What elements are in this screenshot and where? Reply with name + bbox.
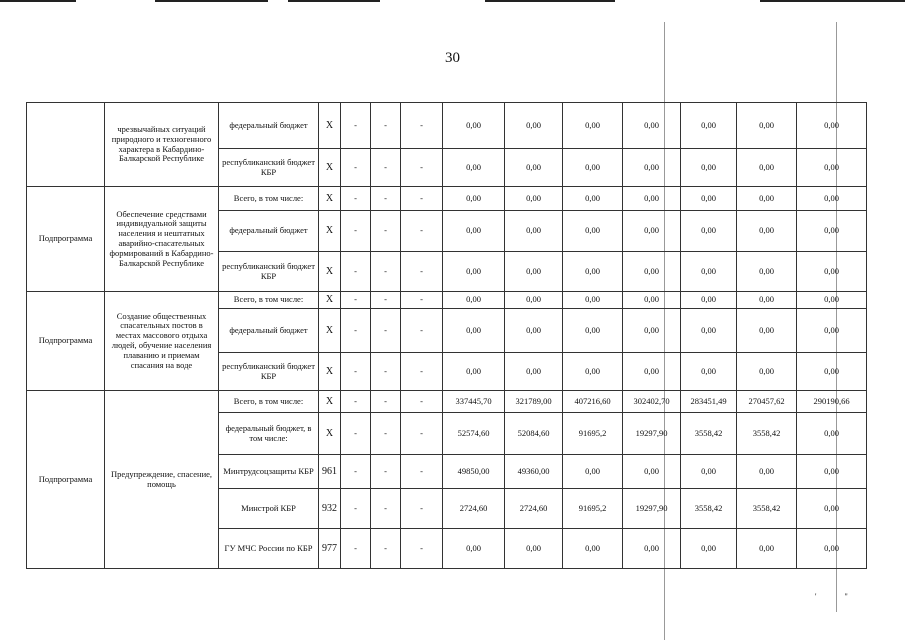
amount-cell: 337445,70 [443,391,505,413]
rz-cell: - [341,489,371,529]
grbs-cell: 932 [319,489,341,529]
amount-cell: 0,00 [505,529,563,569]
amount-cell: 0,00 [505,149,563,187]
pr-cell: - [371,489,401,529]
amount-cell: 19297,90 [623,413,681,455]
amount-cell: 0,00 [797,413,867,455]
grbs-cell: X [319,103,341,149]
footer-mark: " [844,592,876,601]
amount-cell: 0,00 [797,309,867,353]
rz-cell: - [341,391,371,413]
amount-cell: 0,00 [623,353,681,391]
pr-cell: - [371,149,401,187]
amount-cell: 0,00 [623,455,681,489]
category-cell: Подпрограмма [27,391,105,569]
amount-cell: 0,00 [563,187,623,211]
rz-cell: - [341,529,371,569]
amount-cell: 0,00 [681,252,737,292]
amount-cell: 0,00 [681,149,737,187]
amount-cell: 0,00 [737,529,797,569]
csr-cell: - [401,353,443,391]
table-row [27,103,867,149]
csr-cell: - [401,455,443,489]
amount-cell: 0,00 [681,292,737,309]
grbs-cell: X [319,413,341,455]
table-row [27,187,867,211]
rz-cell: - [341,252,371,292]
pr-cell: - [371,413,401,455]
description-cell: Предупреждение, спасение, помощь [105,391,219,569]
budget-source-cell: Минстрой КБР [219,489,319,529]
amount-cell: 0,00 [443,353,505,391]
amount-cell: 2724,60 [505,489,563,529]
rz-cell: - [341,292,371,309]
amount-cell: 0,00 [563,455,623,489]
budget-source-cell: Всего, в том числе: [219,391,319,413]
amount-cell: 0,00 [505,211,563,252]
amount-cell: 0,00 [797,149,867,187]
grbs-cell: X [319,149,341,187]
budget-source-cell: Всего, в том числе: [219,292,319,309]
pr-cell: - [371,103,401,149]
category-cell: Подпрограмма [27,187,105,292]
footer-marks [815,592,876,601]
amount-cell: 0,00 [443,252,505,292]
csr-cell: - [401,252,443,292]
grbs-cell: X [319,211,341,252]
amount-cell: 0,00 [563,211,623,252]
budget-table [26,102,867,569]
amount-cell: 0,00 [505,309,563,353]
top-rule [485,0,615,2]
amount-cell: 0,00 [737,455,797,489]
amount-cell: 0,00 [797,489,867,529]
amount-cell: 52084,60 [505,413,563,455]
rz-cell: - [341,149,371,187]
rz-cell: - [341,353,371,391]
top-rule [155,0,268,2]
pr-cell: - [371,309,401,353]
page-number: 30 [445,50,460,66]
csr-cell: - [401,103,443,149]
category-cell [27,103,105,187]
amount-cell: 0,00 [681,187,737,211]
csr-cell: - [401,489,443,529]
amount-cell: 0,00 [623,149,681,187]
amount-cell: 0,00 [797,252,867,292]
amount-cell: 0,00 [623,103,681,149]
amount-cell: 52574,60 [443,413,505,455]
amount-cell: 0,00 [563,353,623,391]
budget-source-cell: Минтрудсоцзащиты КБР [219,455,319,489]
csr-cell: - [401,529,443,569]
amount-cell: 19297,90 [623,489,681,529]
pr-cell: - [371,529,401,569]
amount-cell: 0,00 [797,211,867,252]
csr-cell: - [401,187,443,211]
amount-cell: 0,00 [563,149,623,187]
rz-cell: - [341,413,371,455]
pr-cell: - [371,211,401,252]
amount-cell: 0,00 [797,187,867,211]
amount-cell: 0,00 [737,149,797,187]
amount-cell: 0,00 [623,309,681,353]
amount-cell: 407216,60 [563,391,623,413]
amount-cell: 0,00 [797,103,867,149]
csr-cell: - [401,211,443,252]
amount-cell: 0,00 [681,529,737,569]
amount-cell: 0,00 [443,149,505,187]
pr-cell: - [371,455,401,489]
amount-cell: 3558,42 [737,413,797,455]
budget-source-cell: федеральный бюджет [219,103,319,149]
pr-cell: - [371,353,401,391]
amount-cell: 0,00 [443,103,505,149]
amount-cell: 0,00 [681,211,737,252]
amount-cell: 2724,60 [443,489,505,529]
description-cell: Обеспечение средствами индивидуальной защиты населения и нештатных аварийно-спасательных формирований в Кабардино-Балкарской Республике [105,187,219,292]
amount-cell: 0,00 [505,252,563,292]
amount-cell: 0,00 [737,211,797,252]
amount-cell: 0,00 [681,353,737,391]
budget-source-cell: республиканский бюджет КБР [219,353,319,391]
amount-cell: 290190,66 [797,391,867,413]
amount-cell: 0,00 [563,529,623,569]
amount-cell: 321789,00 [505,391,563,413]
pr-cell: - [371,292,401,309]
amount-cell: 0,00 [623,252,681,292]
csr-cell: - [401,309,443,353]
amount-cell: 0,00 [505,292,563,309]
amount-cell: 91695,2 [563,489,623,529]
csr-cell: - [401,292,443,309]
grbs-cell: X [319,309,341,353]
amount-cell: 0,00 [443,309,505,353]
amount-cell: 3558,42 [681,489,737,529]
grbs-cell: 977 [319,529,341,569]
amount-cell: 91695,2 [563,413,623,455]
description-cell: чрезвычайных ситуаций природного и техногенного характера в Кабардино-Балкарской Республике [105,103,219,187]
pr-cell: - [371,391,401,413]
amount-cell: 0,00 [681,309,737,353]
amount-cell: 0,00 [623,211,681,252]
amount-cell: 0,00 [737,292,797,309]
amount-cell: 0,00 [505,353,563,391]
top-rule [760,0,905,2]
amount-cell: 0,00 [681,455,737,489]
rz-cell: - [341,309,371,353]
amount-cell: 0,00 [737,353,797,391]
rz-cell: - [341,103,371,149]
amount-cell: 0,00 [797,292,867,309]
amount-cell: 283451,49 [681,391,737,413]
csr-cell: - [401,391,443,413]
rz-cell: - [341,455,371,489]
amount-cell: 0,00 [737,103,797,149]
description-cell: Создание общественных спасательных постов в местах массового отдыха людей, обучение населения плаванию и приемам спасания на воде [105,292,219,391]
amount-cell: 0,00 [623,187,681,211]
amount-cell: 0,00 [563,292,623,309]
amount-cell: 0,00 [737,309,797,353]
budget-source-cell: федеральный бюджет, в том числе: [219,413,319,455]
amount-cell: 0,00 [505,103,563,149]
rz-cell: - [341,187,371,211]
table-body [27,103,867,569]
rz-cell: - [341,211,371,252]
footer-mark: ' [815,592,845,601]
amount-cell: 3558,42 [681,413,737,455]
budget-source-cell: ГУ МЧС России по КБР [219,529,319,569]
budget-source-cell: республиканский бюджет КБР [219,149,319,187]
amount-cell: 0,00 [623,529,681,569]
grbs-cell: X [319,187,341,211]
amount-cell: 0,00 [443,292,505,309]
amount-cell: 0,00 [563,103,623,149]
top-rule [0,0,76,2]
csr-cell: - [401,149,443,187]
amount-cell: 0,00 [797,529,867,569]
grbs-cell: X [319,353,341,391]
amount-cell: 3558,42 [737,489,797,529]
amount-cell: 0,00 [505,187,563,211]
budget-source-cell: федеральный бюджет [219,211,319,252]
amount-cell: 0,00 [797,353,867,391]
amount-cell: 0,00 [623,292,681,309]
amount-cell: 270457,62 [737,391,797,413]
table-row [27,391,867,413]
pr-cell: - [371,187,401,211]
amount-cell: 302402,70 [623,391,681,413]
amount-cell: 0,00 [563,252,623,292]
amount-cell: 0,00 [443,211,505,252]
amount-cell: 49360,00 [505,455,563,489]
amount-cell: 0,00 [443,529,505,569]
grbs-cell: X [319,391,341,413]
table-row [27,292,867,309]
budget-source-cell: Всего, в том числе: [219,187,319,211]
budget-source-cell: республиканский бюджет КБР [219,252,319,292]
amount-cell: 0,00 [737,187,797,211]
amount-cell: 0,00 [797,455,867,489]
amount-cell: 0,00 [681,103,737,149]
amount-cell: 0,00 [563,309,623,353]
amount-cell: 49850,00 [443,455,505,489]
grbs-cell: X [319,292,341,309]
pr-cell: - [371,252,401,292]
amount-cell: 0,00 [443,187,505,211]
grbs-cell: 961 [319,455,341,489]
grbs-cell: X [319,252,341,292]
top-rule [288,0,380,2]
amount-cell: 0,00 [737,252,797,292]
csr-cell: - [401,413,443,455]
budget-source-cell: федеральный бюджет [219,309,319,353]
category-cell: Подпрограмма [27,292,105,391]
